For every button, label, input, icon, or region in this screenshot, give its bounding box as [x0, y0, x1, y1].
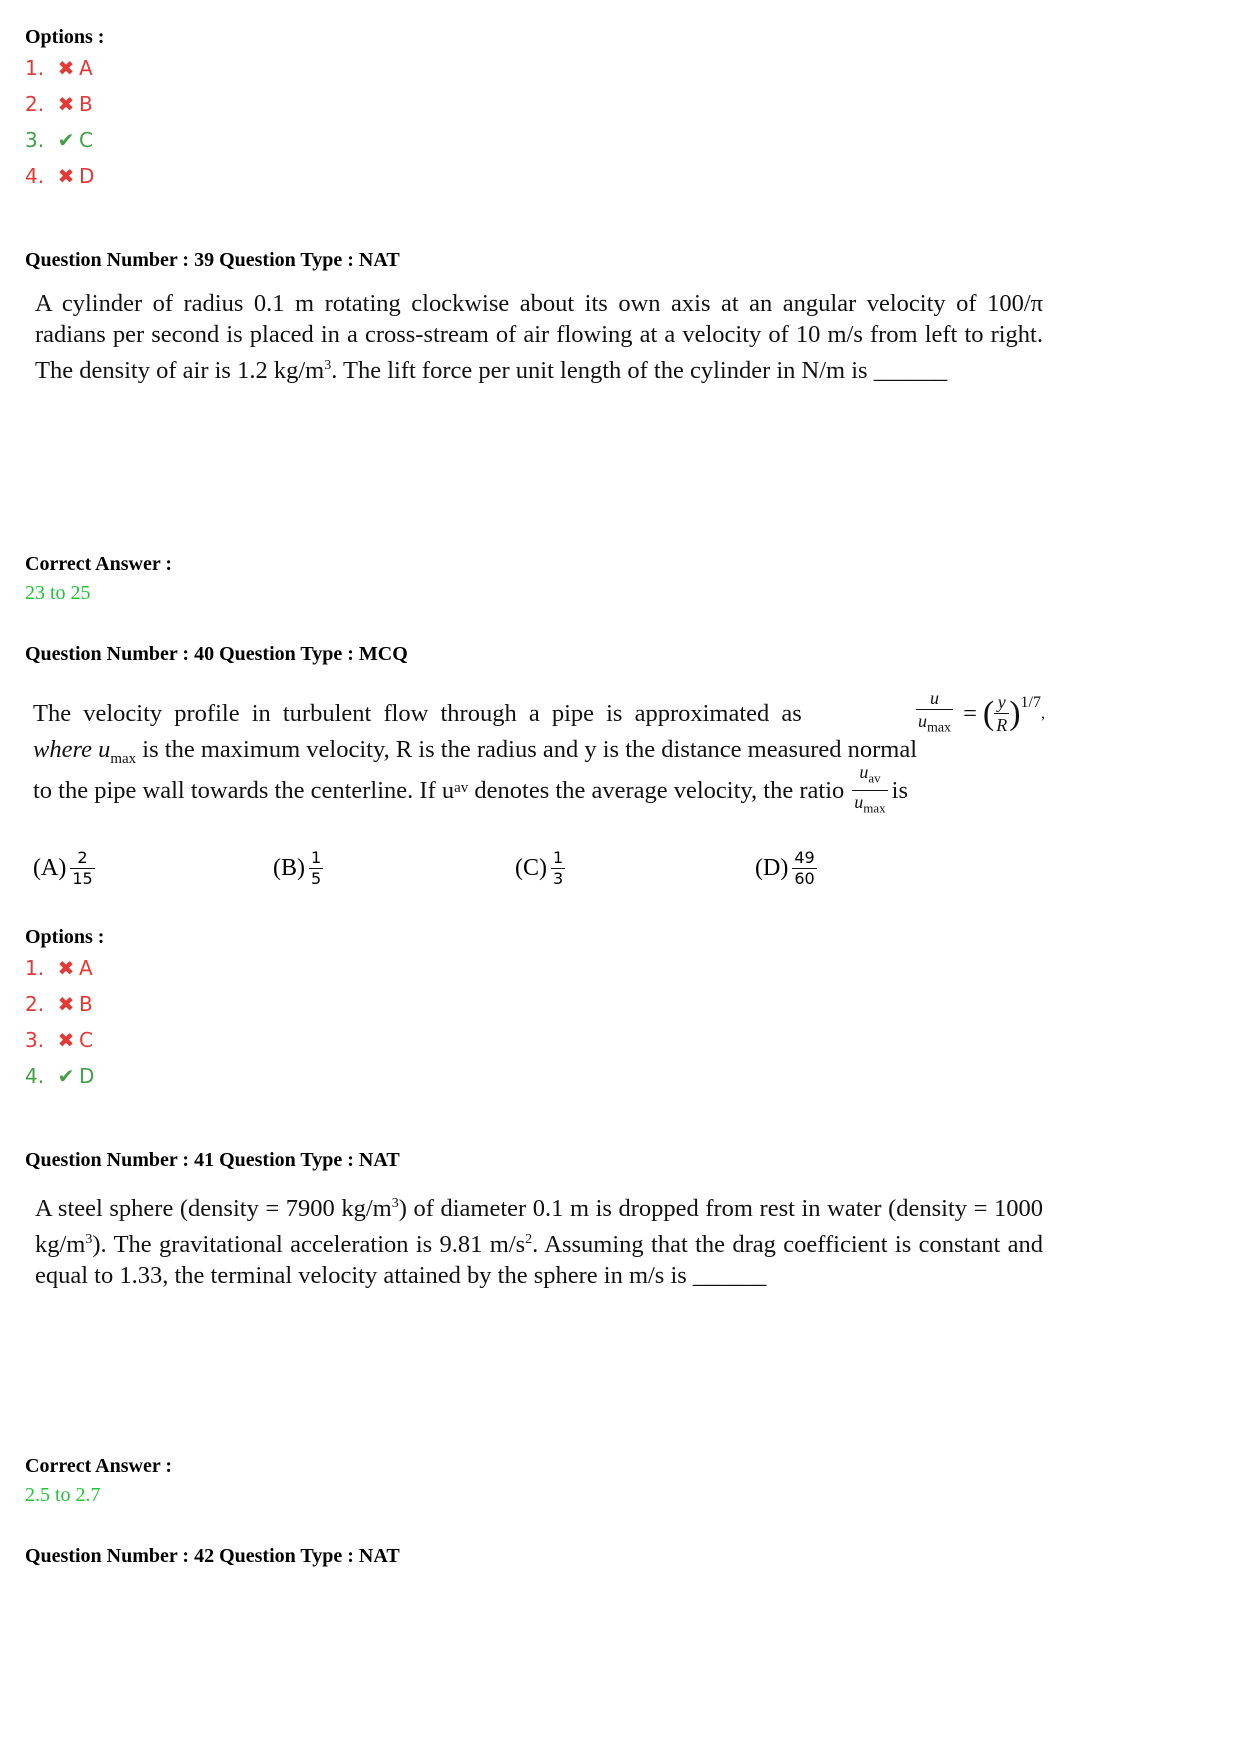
- cross-icon: ✖: [57, 1028, 75, 1052]
- cross-icon: ✖: [57, 92, 75, 116]
- velocity-profile-equation: $\frac{u}{u_{max}}$ = ( $\frac{y}{R}$ ) $^{1/7}$ ,: [917, 687, 1045, 736]
- option-item: 3. ✖ C: [25, 1028, 93, 1052]
- choice-d: (D) $\frac{49}{60}$: [755, 848, 815, 888]
- correct-answer-label-39: Correct Answer :: [25, 553, 172, 575]
- correct-answer-39: 23 to 25: [25, 582, 91, 604]
- question-header-42: Question Number : 42 Question Type : NAT: [25, 1545, 400, 1567]
- question-text-41: A steel sphere (density = 7900 $kg/m^3$) of diameter 0.1 m is dropped from rest in water (density = 1000 $kg/m^3$). The gravitational acceleration is 9.81 $m/s^2$. Assuming that the drag coefficient is constant and equal to 1.33, the terminal velocity attained by the sphere in m/s is ______: [35, 1195, 1043, 1290]
- choice-b: (B) $\frac{1}{5}$: [273, 848, 322, 888]
- question-header-41: Question Number : 41 Question Type : NAT: [25, 1149, 400, 1171]
- question-text-39: A cylinder of radius 0.1 m rotating clockwise about its own axis at an angular velocity of 100/π radians per second is placed in a cross-stream of air flowing at a velocity of 10 m/s from left to right. The density of air is 1.2 $kg/m^3$. The lift force per unit length of the cylinder in N/m is ______: [35, 290, 1043, 385]
- option-item: 2. ✖ B: [25, 92, 93, 116]
- correct-answer-label-41: Correct Answer :: [25, 1455, 172, 1477]
- options-list: [25, 56, 94, 200]
- cross-icon: ✖: [57, 164, 75, 188]
- options-label: Options :: [25, 26, 105, 48]
- choice-a: (A) $\frac{2}{15}$: [33, 848, 93, 888]
- cross-icon: ✖: [57, 956, 75, 980]
- option-item: 1. ✖ A: [25, 56, 93, 80]
- question-header-40: Question Number : 40 Question Type : MCQ: [25, 643, 408, 665]
- cross-icon: ✖: [57, 992, 75, 1016]
- answer-choices-40: [33, 848, 933, 898]
- option-item: 4. ✖ D: [25, 164, 95, 188]
- question-header-39: Question Number : 39 Question Type : NAT: [25, 249, 400, 271]
- option-item: 1. ✖ A: [25, 956, 93, 980]
- options-label: Options :: [25, 926, 105, 948]
- question-text-40: The velocity profile in turbulent flow through a pipe is approximated as $\frac{u}{u_{max}}$ = ( $\frac{y}{R}$ ) $^{1/7}$ , where $u_{max}$ is the maximum velocity, R is the radius and y is the distance measured normal to the pipe wall towards the centerline. If u av denotes the average velocity, the ratio $\frac{u_{av}}{u_{max}}$ is: [33, 687, 1045, 816]
- check-icon: ✔: [57, 1064, 75, 1088]
- correct-answer-41: 2.5 to 2.7: [25, 1484, 101, 1506]
- cross-icon: ✖: [57, 56, 75, 80]
- choice-c: (C) $\frac{1}{3}$: [515, 848, 564, 888]
- options-list: [25, 956, 94, 1100]
- option-item: 3. ✔ C: [25, 128, 93, 152]
- option-item: 4. ✔ D: [25, 1064, 95, 1088]
- option-item: 2. ✖ B: [25, 992, 93, 1016]
- check-icon: ✔: [57, 128, 75, 152]
